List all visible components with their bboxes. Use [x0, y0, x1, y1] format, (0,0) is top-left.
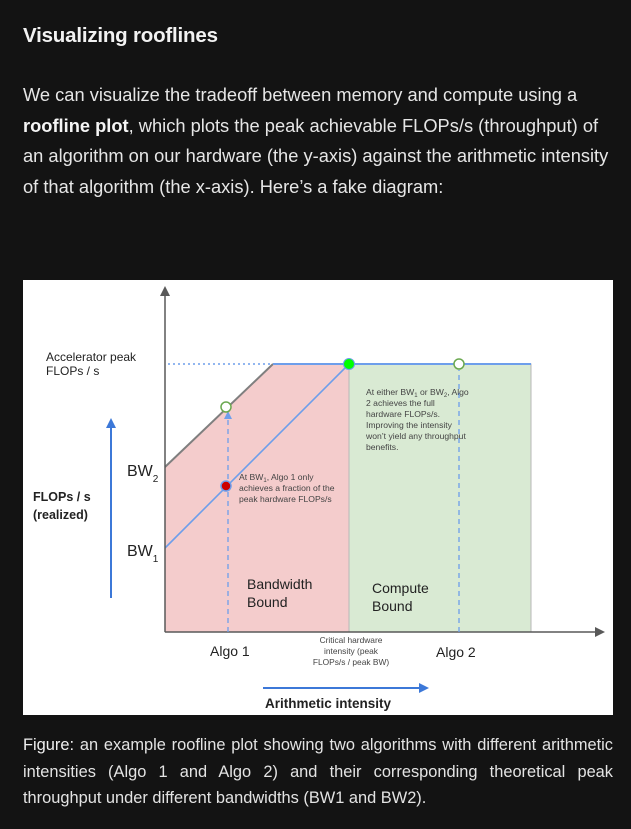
- section-heading: Visualizing rooflines: [23, 24, 218, 47]
- peak-label-line2: FLOPs / s: [46, 364, 100, 378]
- algo1-bw2-point: [221, 402, 231, 412]
- caption-label: Figure:: [23, 736, 75, 754]
- algo2-note-line6: benefits.: [366, 442, 399, 452]
- figure-caption: [23, 732, 613, 812]
- critical-label-line3: FLOPs/s / peak BW): [312, 657, 390, 667]
- algo2-note-line4: Improving the intensity: [366, 420, 452, 430]
- algo2-note-line1: At either $BW_1$ or $BW_2$, Algo: [366, 387, 469, 399]
- critical-label-line2: intensity (peak: [324, 646, 378, 656]
- caption-text: an example roofline plot showing two algorithms with different arithmetic intensities (Algo 1 and Algo 2) and their corresponding theoretical peak throughput under different bandwidths (BW1 and BW2).: [23, 736, 613, 807]
- x-axis-label: Arithmetic intensity: [265, 696, 392, 711]
- peak-label-line1: Accelerator peak: [46, 350, 137, 364]
- algo1-note-line3: peak hardware FLOPs/s: [239, 494, 332, 504]
- algo1-note-line2: achieves a fraction of the: [239, 483, 335, 493]
- bandwidth-bound-label-line2: Bound: [247, 594, 288, 610]
- algo1-note-line1: At $BW_1$, Algo 1 only: [239, 472, 314, 484]
- critical-point: [344, 359, 355, 370]
- intro-text-1: We can visualize the tradeoff between memory and compute using a: [23, 84, 578, 105]
- bandwidth-bound-label-line1: Bandwidth: [247, 576, 313, 592]
- intro-text-2: , which plots the peak achievable FLOPs/s (throughput) of an algorithm on our hardware (the y-axis) against the arithmetic intensity of that algorithm (the x-axis). Here’s a fake diagram:: [23, 114, 609, 197]
- roofline-figure: [23, 280, 613, 715]
- bw2-label: $BW_2$: [127, 463, 159, 485]
- roofline-diagram: [23, 280, 613, 715]
- algo1-bw1-point: [221, 481, 231, 491]
- y-axis-label-line1: FLOPs / s: [33, 490, 91, 504]
- critical-label-line1: Critical hardware: [319, 635, 383, 645]
- compute-bound-label-line2: Bound: [372, 598, 413, 614]
- algo1-label: Algo 1: [210, 643, 250, 659]
- algo2-note-line3: hardware FLOPs/s.: [366, 409, 441, 419]
- bw1-label: $BW_1$: [127, 543, 159, 565]
- compute-bound-label-line1: Compute: [372, 580, 429, 596]
- algo2-point: [454, 359, 464, 369]
- algo2-label: Algo 2: [436, 644, 476, 660]
- algo2-note-line2: 2 achieves the full: [366, 398, 435, 408]
- algo2-note-line5: won’t yield any throughput: [366, 431, 466, 441]
- intro-bold-term: roofline plot: [23, 114, 129, 136]
- intro-paragraph: [23, 80, 623, 202]
- y-axis-label-line2: (realized): [33, 508, 88, 522]
